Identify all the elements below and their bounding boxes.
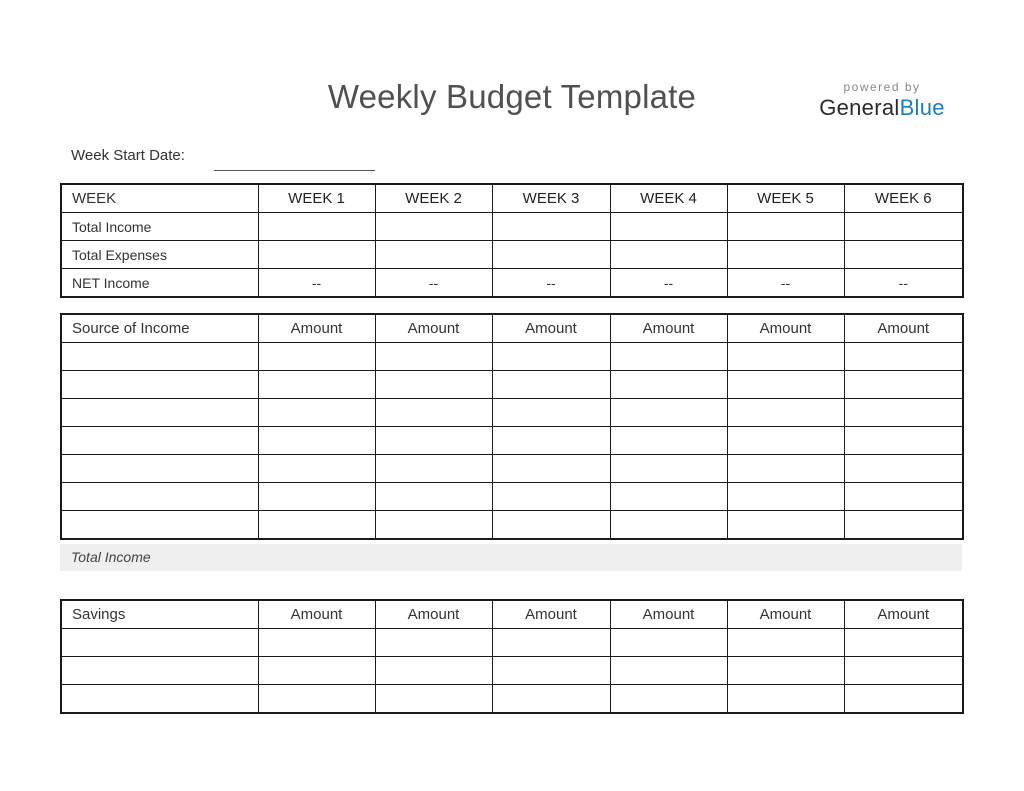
summary-header-week: WEEK — [61, 184, 258, 213]
income-cell[interactable] — [610, 427, 727, 455]
summary-cell[interactable]: -- — [492, 269, 610, 298]
income-row — [61, 371, 963, 399]
summary-cell[interactable] — [492, 213, 610, 241]
summary-header-week-6: WEEK 6 — [844, 184, 963, 213]
income-table — [60, 313, 964, 540]
income-cell[interactable] — [492, 483, 610, 511]
savings-cell[interactable] — [727, 629, 844, 657]
income-cell[interactable] — [492, 455, 610, 483]
income-header-amount: Amount — [375, 314, 492, 343]
summary-header-week-2: WEEK 2 — [375, 184, 492, 213]
income-cell[interactable] — [375, 343, 492, 371]
savings-cell[interactable] — [610, 629, 727, 657]
savings-header-amount: Amount — [375, 600, 492, 629]
income-row — [61, 483, 963, 511]
income-cell[interactable] — [610, 455, 727, 483]
weekly-summary-table — [60, 183, 964, 298]
summary-cell[interactable] — [492, 241, 610, 269]
summary-cell[interactable] — [258, 213, 375, 241]
summary-cell[interactable]: -- — [727, 269, 844, 298]
summary-row-net-income — [61, 269, 963, 298]
income-cell[interactable] — [727, 343, 844, 371]
income-row — [61, 427, 963, 455]
income-cell[interactable] — [492, 511, 610, 540]
income-cell[interactable] — [844, 483, 963, 511]
savings-cell[interactable] — [258, 657, 375, 685]
income-cell[interactable] — [727, 483, 844, 511]
savings-cell[interactable] — [492, 629, 610, 657]
income-cell[interactable] — [844, 427, 963, 455]
income-cell[interactable] — [258, 455, 375, 483]
summary-cell[interactable]: -- — [258, 269, 375, 298]
income-cell[interactable] — [727, 371, 844, 399]
income-header-amount: Amount — [727, 314, 844, 343]
savings-cell[interactable] — [375, 657, 492, 685]
income-cell[interactable] — [61, 511, 258, 540]
summary-cell[interactable] — [727, 213, 844, 241]
summary-row-label: NET Income — [61, 269, 258, 298]
page-title: Weekly Budget Template — [327, 78, 697, 115]
savings-header-amount: Amount — [492, 600, 610, 629]
income-header-amount: Amount — [492, 314, 610, 343]
summary-cell[interactable]: -- — [375, 269, 492, 298]
logo-wordmark — [812, 94, 952, 122]
summary-cell[interactable] — [844, 241, 963, 269]
savings-cell[interactable] — [258, 685, 375, 714]
income-cell[interactable] — [258, 371, 375, 399]
income-cell[interactable] — [727, 427, 844, 455]
savings-cell[interactable] — [375, 685, 492, 714]
income-cell[interactable] — [258, 343, 375, 371]
income-total-row — [60, 544, 962, 571]
summary-header-week-1: WEEK 1 — [258, 184, 375, 213]
income-row — [61, 455, 963, 483]
income-cell[interactable] — [492, 399, 610, 427]
income-cell[interactable] — [258, 427, 375, 455]
summary-row-label: Total Expenses — [61, 241, 258, 269]
savings-cell[interactable] — [610, 685, 727, 714]
income-cell[interactable] — [375, 455, 492, 483]
savings-header-amount: Amount — [258, 600, 375, 629]
income-cell[interactable] — [61, 343, 258, 371]
income-header-amount: Amount — [844, 314, 963, 343]
summary-cell[interactable] — [610, 213, 727, 241]
week-start-label: Week Start Date: — [71, 147, 185, 164]
savings-cell[interactable] — [61, 685, 258, 714]
income-cell[interactable] — [61, 483, 258, 511]
income-cell[interactable] — [610, 511, 727, 540]
income-cell[interactable] — [258, 483, 375, 511]
income-row — [61, 511, 963, 540]
income-cell[interactable] — [375, 399, 492, 427]
income-cell[interactable] — [375, 427, 492, 455]
savings-header-amount: Amount — [844, 600, 963, 629]
summary-cell[interactable] — [258, 241, 375, 269]
summary-header-week-4: WEEK 4 — [610, 184, 727, 213]
savings-cell[interactable] — [375, 629, 492, 657]
savings-cell[interactable] — [61, 657, 258, 685]
income-header-source: Source of Income — [61, 314, 258, 343]
summary-cell[interactable] — [610, 241, 727, 269]
income-cell[interactable] — [844, 511, 963, 540]
savings-cell[interactable] — [258, 629, 375, 657]
income-row — [61, 343, 963, 371]
income-cell[interactable] — [727, 399, 844, 427]
income-total-label: Total Income — [71, 549, 151, 565]
income-cell[interactable] — [610, 343, 727, 371]
income-header-amount: Amount — [258, 314, 375, 343]
summary-cell[interactable]: -- — [610, 269, 727, 298]
income-header-row — [61, 314, 963, 343]
logo-blue: Blue — [899, 95, 945, 120]
summary-cell[interactable] — [375, 241, 492, 269]
savings-row — [61, 629, 963, 657]
savings-cell[interactable] — [492, 685, 610, 714]
income-cell[interactable] — [258, 399, 375, 427]
income-cell[interactable] — [61, 455, 258, 483]
income-cell[interactable] — [492, 343, 610, 371]
savings-cell[interactable] — [844, 629, 963, 657]
income-cell[interactable] — [610, 371, 727, 399]
savings-row — [61, 657, 963, 685]
logo-general: General — [819, 95, 900, 120]
savings-cell[interactable] — [492, 657, 610, 685]
income-cell[interactable] — [375, 483, 492, 511]
income-header-amount: Amount — [610, 314, 727, 343]
savings-cell[interactable] — [844, 657, 963, 685]
summary-cell[interactable] — [375, 213, 492, 241]
summary-header-week-3: WEEK 3 — [492, 184, 610, 213]
income-cell[interactable] — [727, 455, 844, 483]
income-cell[interactable] — [375, 511, 492, 540]
generalblue-logo[interactable] — [812, 80, 952, 122]
income-cell[interactable] — [61, 371, 258, 399]
summary-cell[interactable] — [727, 241, 844, 269]
income-cell[interactable] — [61, 427, 258, 455]
summary-row-total-expenses — [61, 241, 963, 269]
savings-cell[interactable] — [610, 657, 727, 685]
savings-cell[interactable] — [727, 657, 844, 685]
logo-powered-by: powered by — [843, 80, 921, 94]
income-cell[interactable] — [492, 371, 610, 399]
income-cell[interactable] — [844, 371, 963, 399]
income-cell[interactable] — [375, 371, 492, 399]
savings-header-amount: Amount — [610, 600, 727, 629]
income-cell[interactable] — [727, 511, 844, 540]
savings-cell[interactable] — [844, 685, 963, 714]
income-row — [61, 399, 963, 427]
summary-cell[interactable] — [844, 213, 963, 241]
income-cell[interactable] — [61, 399, 258, 427]
savings-row — [61, 685, 963, 714]
week-start-date-field[interactable] — [214, 170, 375, 171]
savings-cell[interactable] — [61, 629, 258, 657]
income-cell[interactable] — [258, 511, 375, 540]
summary-header-row — [61, 184, 963, 213]
income-cell[interactable] — [610, 399, 727, 427]
savings-header-amount: Amount — [727, 600, 844, 629]
summary-row-total-income — [61, 213, 963, 241]
income-cell[interactable] — [844, 399, 963, 427]
income-cell[interactable] — [844, 455, 963, 483]
savings-table — [60, 599, 964, 714]
savings-header-row — [61, 600, 963, 629]
income-cell[interactable] — [492, 427, 610, 455]
savings-cell[interactable] — [727, 685, 844, 714]
summary-cell[interactable]: -- — [844, 269, 963, 298]
income-cell[interactable] — [610, 483, 727, 511]
summary-header-week-5: WEEK 5 — [727, 184, 844, 213]
savings-header-label: Savings — [61, 600, 258, 629]
summary-row-label: Total Income — [61, 213, 258, 241]
income-cell[interactable] — [844, 343, 963, 371]
